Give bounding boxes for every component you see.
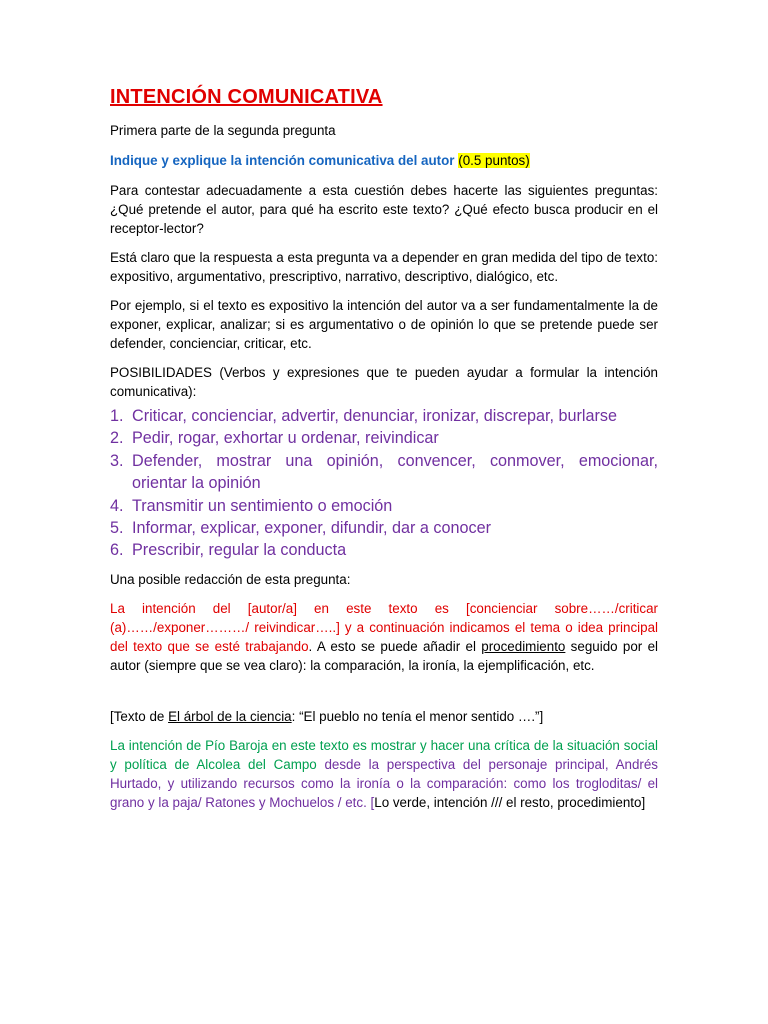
paragraph-intro: Para contestar adecuadamente a esta cuestión debes hacerte las siguientes preguntas: ¿Qué pretende el autor, para qué ha escrito este texto? ¿Qué efecto busca producir en el receptor-lector? [110, 183, 658, 236]
redaction-rest: seguido por el autor (siempre que se vea claro): la comparación, la ironía, la ejemplificación, etc. [110, 638, 658, 673]
list-number: 4. [110, 496, 124, 515]
list-item [110, 450, 658, 495]
example-suffix: : “El pueblo no tenía el menor sentido ….”] [291, 708, 544, 724]
subtitle: Primera parte de la segunda pregunta [110, 123, 336, 138]
redaction-intro: Una posible redacción de esta pregunta: [110, 571, 351, 587]
example-prefix: [Texto de [110, 708, 169, 724]
example-purple-text: desde la perspectiva del personaje principal, Andrés Hurtado, y utilizando recursos como la ironía o la comparación: como los trogloditas/ el grano y la paja/ Ratones y Mochuelos / etc. [ [110, 756, 658, 810]
page-title: INTENCIÓN COMUNICATIVA [110, 86, 383, 108]
list-number: 3. [110, 451, 124, 470]
list-number: 6. [110, 541, 124, 560]
redaction-connector: . A esto se puede añadir el [308, 638, 482, 654]
list-text: Defender, mostrar una opinión, convencer, conmover, emocionar, orientar la opinión [132, 451, 658, 493]
paragraph-possibilities: POSIBILIDADES (Verbos y expresiones que te pueden ayudar a formular la intención comunicativa): [110, 365, 658, 399]
list-number: 1. [110, 407, 124, 425]
redaction-template [110, 599, 658, 675]
points-highlight: (0.5 puntos) [458, 153, 530, 168]
list-item [110, 427, 658, 449]
procedimiento-term: procedimiento [481, 638, 566, 654]
list-number: 5. [110, 519, 124, 538]
redaction-red-text: La intención del [autor/a] en este texto es [concienciar sobre……/criticar (a)……/exponer………/ reivindicar…..] y a continuación indicamos el tema o idea principal del texto que se esté trabajando [110, 600, 658, 654]
example-green-text: La intención de Pío Baroja en este texto es mostrar y hacer una crítica de la situación social y política de Alcolea del Campo [110, 737, 658, 772]
book-title: El árbol de la ciencia [168, 708, 292, 724]
spacer [110, 685, 658, 707]
list-text: Criticar, concienciar, advertir, denunciar, ironizar, discrepar, burlarse [132, 407, 617, 425]
list-item [110, 517, 658, 539]
example-reference [110, 707, 658, 726]
example-answer [110, 736, 658, 812]
paragraph-text-type: Está claro que la respuesta a esta pregunta va a depender en gran medida del tipo de texto: expositivo, argumentativo, prescriptivo, narrativo, descriptivo, dialógico, etc. [110, 250, 658, 284]
list-text: Transmitir un sentimiento o emoción [132, 496, 393, 515]
list-number: 2. [110, 429, 124, 448]
example-black-text: Lo verde, intención /// el resto, procedimiento] [374, 794, 646, 810]
list-item [110, 405, 658, 427]
list-item [110, 539, 658, 561]
possibilities-list [110, 405, 658, 562]
paragraph-example: Por ejemplo, si el texto es expositivo la intención del autor va a ser fundamentalmente la de exponer, explicar, analizar; si es argumentativo o de opinión lo que se pretende puede ser defender, concienciar, criticar, etc. [110, 298, 658, 351]
list-text: Prescribir, regular la conducta [132, 541, 347, 560]
question-heading [110, 151, 658, 170]
list-text: Informar, explicar, exponer, difundir, dar a conocer [132, 519, 492, 538]
list-text: Pedir, rogar, exhortar u ordenar, reivindicar [132, 429, 439, 448]
question-text: Indique y explique la intención comunicativa del autor [110, 153, 455, 168]
list-item [110, 495, 658, 517]
